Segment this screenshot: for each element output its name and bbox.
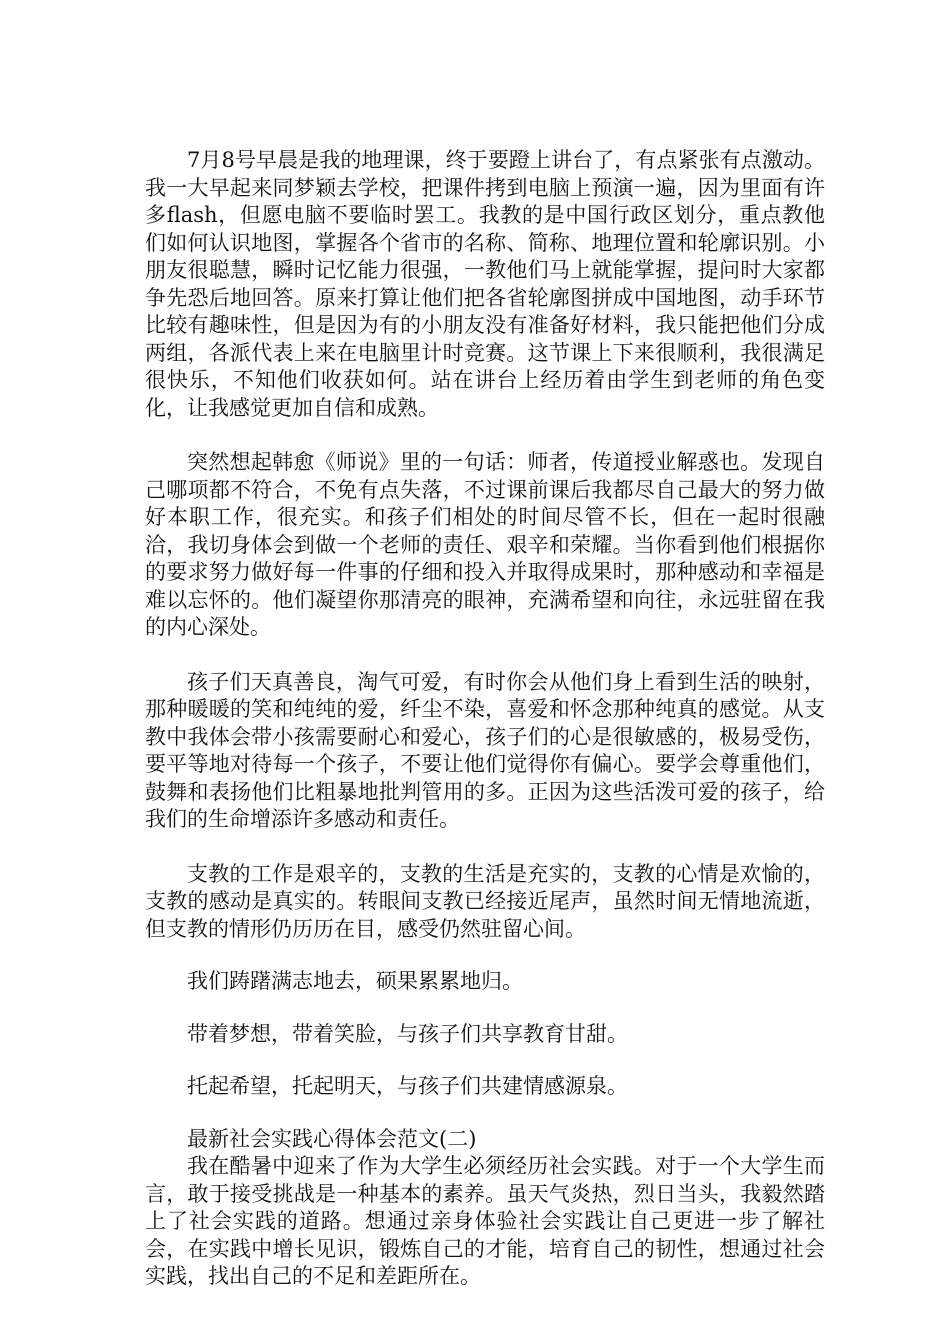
paragraph-children: 孩子们天真善良，淘气可爱，有时你会从他们身上看到生活的映射，那种暖暖的笑和纯纯的爱，纤尘不染，喜爱和怀念那种纯真的感觉。从支教中我体会带小孩需要耐心和爱心，孩子们的心是很敏感的，极易受伤，要平等地对待每一个孩子，不要让他们觉得你有偏心。要学会尊重他们，鼓舞和表扬他们比粗暴地批判管用的多。正因为这些活泼可爱的孩子，给我们的生命增添许多感动和责任。 — [145, 669, 825, 831]
paragraph-teaching-summary: 支教的工作是艰辛的，支教的生活是充实的，支教的心情是欢愉的，支教的感动是真实的。转眼间支教已经接近尾声，虽然时间无情地流逝，但支教的情形仍历历在目，感受仍然驻留心间。 — [145, 861, 825, 941]
document-body — [145, 147, 825, 1291]
paragraph-social-practice: 我在酷暑中迎来了作为大学生必须经历社会实践。对于一个大学生而言，敢于接受挑战是一种基本的素养。虽天气炎热，烈日当头，我毅然踏上了社会实践的道路。想通过亲身体验社会实践让自己更进一步了解社会，在实践中增长见识，锻炼自己的才能，培育自己的韧性，想通过社会实践，找出自己的不足和差距所在。 — [145, 1154, 825, 1288]
paragraph-slogan-3: 托起希望，托起明天，与孩子们共建情感源泉。 — [187, 1074, 628, 1098]
paragraph-slogan-1: 我们踌躇满志地去，硕果累累地归。 — [187, 969, 523, 993]
section-heading: 最新社会实践心得体会范文(二) — [187, 1126, 477, 1151]
paragraph-teacher-reflection: 突然想起韩愈《师说》里的一句话：师者，传道授业解惑也。发现自己哪项都不符合，不免有点失落，不过课前课后我都尽自己最大的努力做好本职工作，很充实。和孩子们相处的时间尽管不长，但在一起时很融洽，我切身体会到做一个老师的责任、艰辛和荣耀。当你看到他们根据你的要求努力做好每一件事的仔细和投入并取得成果时，那种感动和幸福是难以忘怀的。他们凝望你那清亮的眼神，充满希望和向往，永远驻留在我的内心深处。 — [145, 450, 825, 639]
paragraph-geography-lesson: 7月8号早晨是我的地理课，终于要蹬上讲台了，有点紧张有点激动。我一大早起来同梦颖去学校，把课件拷到电脑上预演一遍，因为里面有许多flash，但愿电脑不要临时罢工。我教的是中国行政区划分，重点教他们如何认识地图，掌握各个省市的名称、简称、地理位置和轮廓识别。小朋友很聪慧，瞬时记忆能力很强，一教他们马上就能掌握，提问时大家都争先恐后地回答。原来打算让他们把各省轮廓图拼成中国地图，动手环节比较有趣味性，但是因为有的小朋友没有准备好材料，我只能把他们分成两组，各派代表上来在电脑里计时竞赛。这节课上下来很顺利，我很满足很快乐，不知他们收获如何。站在讲台上经历着由学生到老师的角色变化，让我感觉更加自信和成熟。 — [145, 148, 825, 420]
paragraph-slogan-2: 带着梦想，带着笑脸，与孩子们共享教育甘甜。 — [187, 1021, 628, 1046]
